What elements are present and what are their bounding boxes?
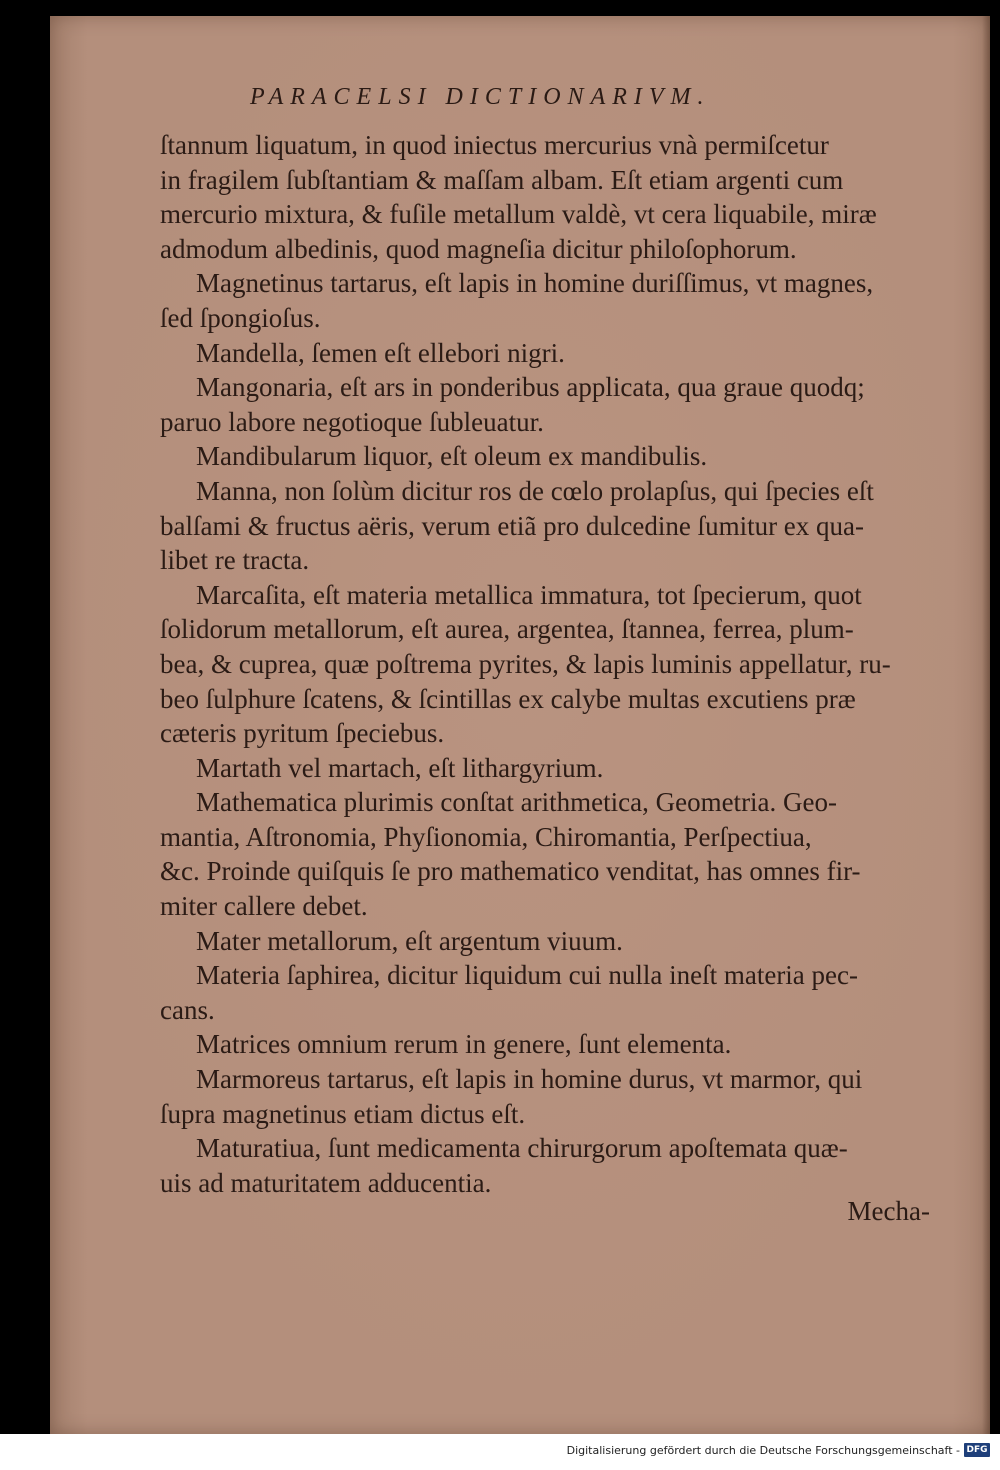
dfg-logo-icon: DFG bbox=[964, 1443, 990, 1457]
page-body bbox=[160, 128, 940, 1200]
page-edge-shadow bbox=[982, 16, 990, 1434]
text-line: uis ad maturitatem adducentia. bbox=[160, 1167, 492, 1198]
text-line: balſami & fructus aëris, verum etiã pro dulcedine ſumitur ex qua- bbox=[160, 510, 865, 541]
text-line: miter callere debet. bbox=[160, 891, 368, 922]
entry-maturatiua: Maturatiua, ſunt medicamenta chirurgorum apoſtemata quæ- bbox=[196, 1133, 848, 1164]
entry-mandibularum-liquor: Mandibularum liquor, eſt oleum ex mandibulis. bbox=[196, 441, 708, 472]
entry-matrices: Matrices omnium rerum in genere, ſunt elementa. bbox=[196, 1029, 732, 1060]
catchword: Mecha- bbox=[847, 1196, 930, 1226]
entry-materia-saphirea: Materia ſaphirea, dicitur liquidum cui nulla ineſt materia pec- bbox=[196, 960, 859, 991]
entry-marcasita: Marcaſita, eſt materia metallica immatura, tot ſpecierum, quot bbox=[196, 579, 862, 610]
digitization-footer bbox=[0, 1434, 1000, 1470]
text-line: paruo labore negotioque ſubleuatur. bbox=[160, 406, 544, 437]
text-line: mercurio mixtura, & fuſile metallum valdè, vt cera liquabile, miræ bbox=[160, 199, 877, 230]
funding-credit: Digitalisierung gefördert durch die Deutsche Forschungsgemeinschaft - bbox=[566, 1444, 960, 1457]
text-line: cans. bbox=[160, 994, 215, 1025]
text-line: ſupra magnetinus etiam dictus eſt. bbox=[160, 1098, 526, 1129]
text-line: &c. Proinde quiſquis ſe pro mathematico venditat, has omnes fir- bbox=[160, 856, 861, 887]
text-line: ſtannum liquatum, in quod iniectus mercurius vnà permiſcetur bbox=[160, 130, 829, 160]
text-line: ſolidorum metallorum, eſt aurea, argentea, ſtannea, ferrea, plum- bbox=[160, 614, 854, 645]
entry-martath: Martath vel martach, eſt lithargyrium. bbox=[196, 752, 604, 783]
text-line: cæteris pyritum ſpeciebus. bbox=[160, 718, 445, 749]
entry-mangonaria: Mangonaria, eſt ars in ponderibus applicata, qua graue quodq; bbox=[196, 372, 865, 403]
entry-mandella: Mandella, ſemen eſt ellebori nigri. bbox=[196, 337, 565, 368]
entry-magnetinus-tartarus: Magnetinus tartarus, eſt lapis in homine duriſſimus, vt magnes, bbox=[196, 268, 874, 299]
text-line: admodum albedinis, quod magneſia dicitur philoſophorum. bbox=[160, 233, 797, 264]
entry-manna: Manna, non ſolùm dicitur ros de cœlo prolapſus, qui ſpecies eſt bbox=[196, 475, 874, 506]
running-head: PARACELSI DICTIONARIVM. bbox=[250, 84, 711, 110]
entry-marmoreus-tartarus: Marmoreus tartarus, eſt lapis in homine durus, vt marmor, qui bbox=[196, 1064, 863, 1095]
text-line: bea, & cuprea, quæ poſtrema pyrites, & lapis luminis appellatur, ru- bbox=[160, 648, 891, 679]
entry-mathematica: Mathematica plurimis conſtat arithmetica, Geometria. Geo- bbox=[196, 787, 838, 818]
entry-mater-metallorum: Mater metallorum, eſt argentum viuum. bbox=[196, 925, 623, 956]
text-line: mantia, Aſtronomia, Phyſionomia, Chiromantia, Perſpectiua, bbox=[160, 821, 812, 852]
text-line: ſed ſpongioſus. bbox=[160, 302, 321, 333]
text-line: in fragilem ſubſtantiam & maſſam albam. Eſt etiam argenti cum bbox=[160, 164, 844, 195]
text-line: libet re tracta. bbox=[160, 545, 310, 576]
text-line: beo ſulphure ſcatens, & ſcintillas ex calybe multas excutiens præ bbox=[160, 683, 856, 714]
